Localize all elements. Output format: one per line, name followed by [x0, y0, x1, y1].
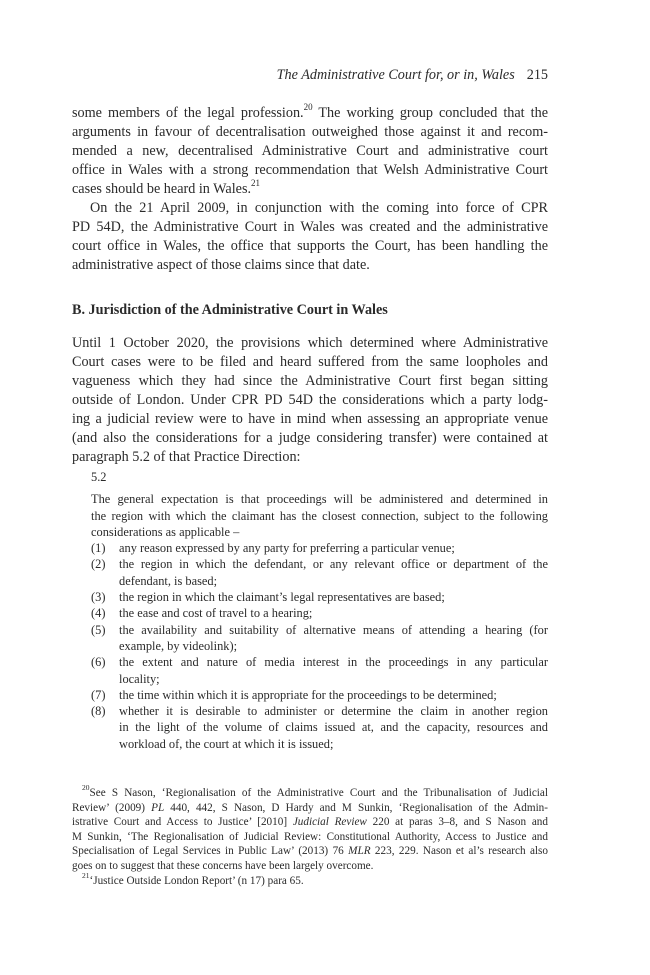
list-item: (2) the region in which the defendant, or any relevant office or department of the defendant, is based;: [91, 557, 548, 588]
text-line: PD 54D, the Administrative Court in Wales was created and the administrative: [72, 219, 548, 235]
quote-lead: [91, 491, 548, 540]
text-line: outside of London. Under CPR PD 54D the considerations which a party lodg-: [72, 392, 548, 408]
text-line: The general expectation is that proceedings will be administered and determined in: [91, 492, 548, 507]
list-item: (4) the ease and cost of travel to a hearing;: [91, 606, 313, 621]
text-line: On the 21 April 2009, in conjunction with the coming into force of CPR: [90, 200, 548, 216]
jurisdiction-paragraph: [72, 334, 548, 467]
text-line: paragraph 5.2 of that Practice Direction:: [72, 449, 301, 465]
list-item: (6) the extent and nature of media interest in the proceedings in any particular locality;: [91, 655, 548, 686]
footnote-marker: 20: [82, 783, 90, 793]
running-head: [72, 66, 548, 84]
text-line: vagueness which they had since the Administrative Court first began sitting: [72, 373, 548, 389]
text-line: court office in Wales, the office that supports the Court, has been handling the: [72, 238, 548, 254]
text-line: administrative aspect of those claims since that date.: [72, 257, 370, 273]
text-line: Court cases were to be filed and heard suffered from the same loopholes and: [72, 354, 548, 370]
text-line: (and also the considerations for a judge considering transfer) were contained at: [72, 430, 548, 446]
list-item: (7) the time within which it is appropriate for the proceedings to be determined;: [91, 687, 497, 702]
list-item: (1) any reason expressed by any party for preferring a particular venue;: [91, 541, 455, 556]
footnote-20: $^{20}$See S Nason, ‘Regionalisation of the Administrative Court and the Tribunalisation of Judicial Review’ (2009) PL 440, 442, S Nason, D Hardy and M Sunkin, ‘Regionalisation of the Admin- istrative Court and Access to Justice’ [2010] Judicial Review 220 at paras 3–8, and S Nason and M Sunkin, ‘The Regionalisation of Judicial Review: Constitutional Authority, Access to Justice and Specialisation of Legal Services in Public Law’ (2013) 76 MLR 223, 229. Nason et al’s research also goes on to suggest that these concerns have been largely overcome.: [72, 783, 548, 872]
text-line: arguments in favour of decentralisation outweighed those against it and recom-: [72, 124, 548, 140]
block-quote: [91, 469, 548, 752]
running-head-title: The Administrative Court for, or in, Wales: [276, 67, 515, 83]
considerations-list: [91, 540, 548, 752]
text-line: some members of the legal profession.$^{20}$ The working group concluded that the: [72, 102, 548, 121]
text-line: ing a judicial review were to have in mind when assessing an appropriate venue: [72, 411, 548, 427]
list-item: (5) the availability and suitability of alternative means of attending a hearing (for example, by videolink);: [91, 622, 548, 653]
paragraph-april-2009: [72, 199, 548, 275]
footnote-ref-20[interactable]: 20: [303, 102, 313, 113]
list-item: (8) whether it is desirable to administer or determine the claim in another region in the light of the volume of claims issued at, and the capacity, resources and workload of, the court at which it is issued;: [91, 704, 548, 751]
list-item: (3) the region in which the claimant’s legal representatives are based;: [91, 590, 445, 605]
text-line: cases should be heard in Wales.$^{21}$: [72, 178, 261, 197]
section-heading: B. Jurisdiction of the Administrative Court in Wales: [72, 302, 388, 318]
paragraph-working-group: [72, 104, 548, 199]
footnote-marker: 21: [82, 870, 90, 880]
footnote-ref-21[interactable]: 21: [251, 178, 261, 189]
intro-text: [72, 104, 548, 275]
footnotes: [72, 783, 548, 888]
page-number: 215: [526, 67, 548, 83]
text-line: Until 1 October 2020, the provisions which determined where Administrative: [72, 335, 548, 351]
quote-paragraph-number: 5.2: [91, 470, 107, 484]
text-line: considerations as applicable –: [91, 524, 240, 539]
text-line: office in Wales with a strong recommendation that Welsh Administrative Court: [72, 162, 548, 178]
footnote-21: $^{21}$‘Justice Outside London Report’ (n 17) para 65.: [82, 870, 304, 887]
text-line: mended a new, decentralised Administrative Court and administrative court: [72, 143, 548, 159]
text-line: the region with which the claimant has the closest connection, subject to the following: [91, 508, 548, 523]
